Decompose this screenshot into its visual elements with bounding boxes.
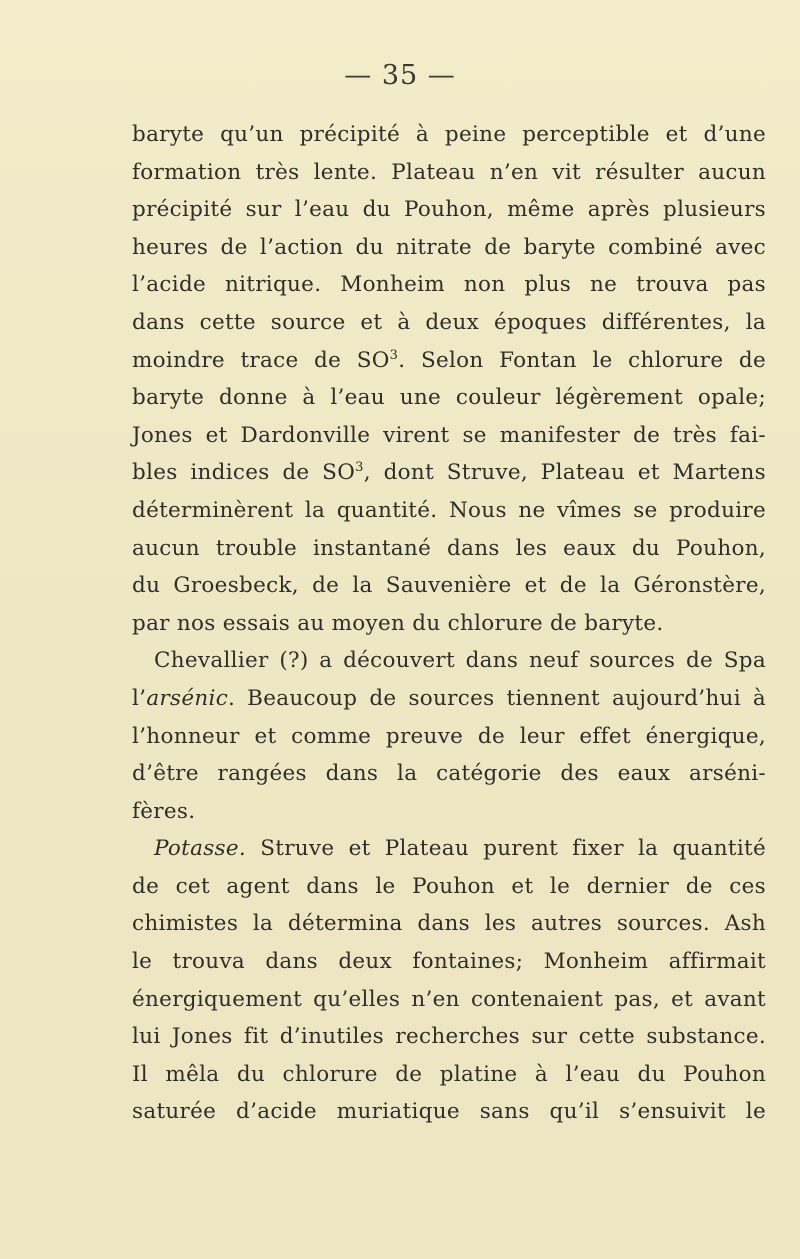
text-line: lui Jones fit d’inutiles recherches sur cette substance. bbox=[132, 1024, 766, 1050]
text-line bbox=[132, 342, 766, 380]
text-line: l’honneur et comme preuve de leur effet énergique, bbox=[132, 723, 766, 749]
text-line: de cet agent dans le Pouhon et le dernier de ces bbox=[132, 873, 766, 899]
text-line: par nos essais au moyen du chlorure de baryte. bbox=[132, 610, 664, 636]
text-segment: moindre trace de SO bbox=[132, 347, 390, 373]
text-line bbox=[132, 454, 766, 492]
text-line: baryte donne à l’eau une couleur légèrement opale; bbox=[132, 385, 766, 411]
text-line: heures de l’action du nitrate de baryte combiné avec bbox=[132, 234, 766, 260]
text-line: précipité sur l’eau du Pouhon, même après plusieurs bbox=[132, 197, 766, 223]
text-segment: . Beaucoup de sources tiennent aujourd’hui à bbox=[228, 685, 766, 711]
italic-term: Potasse. bbox=[154, 836, 247, 862]
text-line: dans cette source et à deux époques différentes, la bbox=[132, 309, 766, 335]
text-line: du Groesbeck, de la Sauvenière et de la Géronstère, bbox=[132, 573, 766, 599]
superscript: 3 bbox=[389, 347, 399, 363]
text-line: saturée d’acide muriatique sans qu’il s’ensuivit le bbox=[132, 1099, 766, 1125]
text-segment: . Selon Fontan le chlorure de bbox=[398, 347, 766, 373]
text-line: d’être rangées dans la catégorie des eaux arséni- bbox=[132, 761, 766, 787]
text-segment: bles indices de SO bbox=[132, 460, 356, 486]
text-line: Chevallier (?) a découvert dans neuf sources de Spa bbox=[154, 648, 766, 674]
text-line: l’acide nitrique. Monheim non plus ne trouva pas bbox=[132, 272, 766, 298]
text-segment: Struve et Plateau purent fixer la quantité bbox=[246, 836, 766, 862]
text-line: Jones et Dardonville virent se manifester de très fai- bbox=[132, 422, 766, 448]
text-segment: l’ bbox=[132, 685, 147, 711]
text-line: chimistes la détermina dans les autres sources. Ash bbox=[132, 911, 766, 937]
superscript: 3 bbox=[355, 460, 364, 476]
text-line: aucun trouble instantané dans les eaux du Pouhon, bbox=[132, 535, 766, 561]
text-line: fères. bbox=[132, 798, 196, 824]
text-line: le trouva dans deux fontaines; Monheim affirmait bbox=[132, 949, 766, 975]
italic-term: arsénic bbox=[146, 685, 229, 711]
text-line: baryte qu’un précipité à peine perceptible et d’une bbox=[132, 122, 766, 147]
page-number: — 35 — bbox=[344, 60, 456, 91]
body-text bbox=[132, 116, 766, 1131]
text-line bbox=[132, 830, 766, 868]
text-line: formation très lente. Plateau n’en vit résulter aucun bbox=[132, 159, 766, 185]
text-line: Il mêla du chlorure de platine à l’eau du Pouhon bbox=[132, 1061, 766, 1087]
text-line: déterminèrent la quantité. Nous ne vîmes se produire bbox=[132, 497, 766, 523]
text-segment: , dont Struve, Plateau et Martens bbox=[363, 460, 767, 486]
text-line: énergiquement qu’elles n’en contenaient pas, et avant bbox=[132, 986, 766, 1012]
text-line bbox=[132, 680, 766, 718]
